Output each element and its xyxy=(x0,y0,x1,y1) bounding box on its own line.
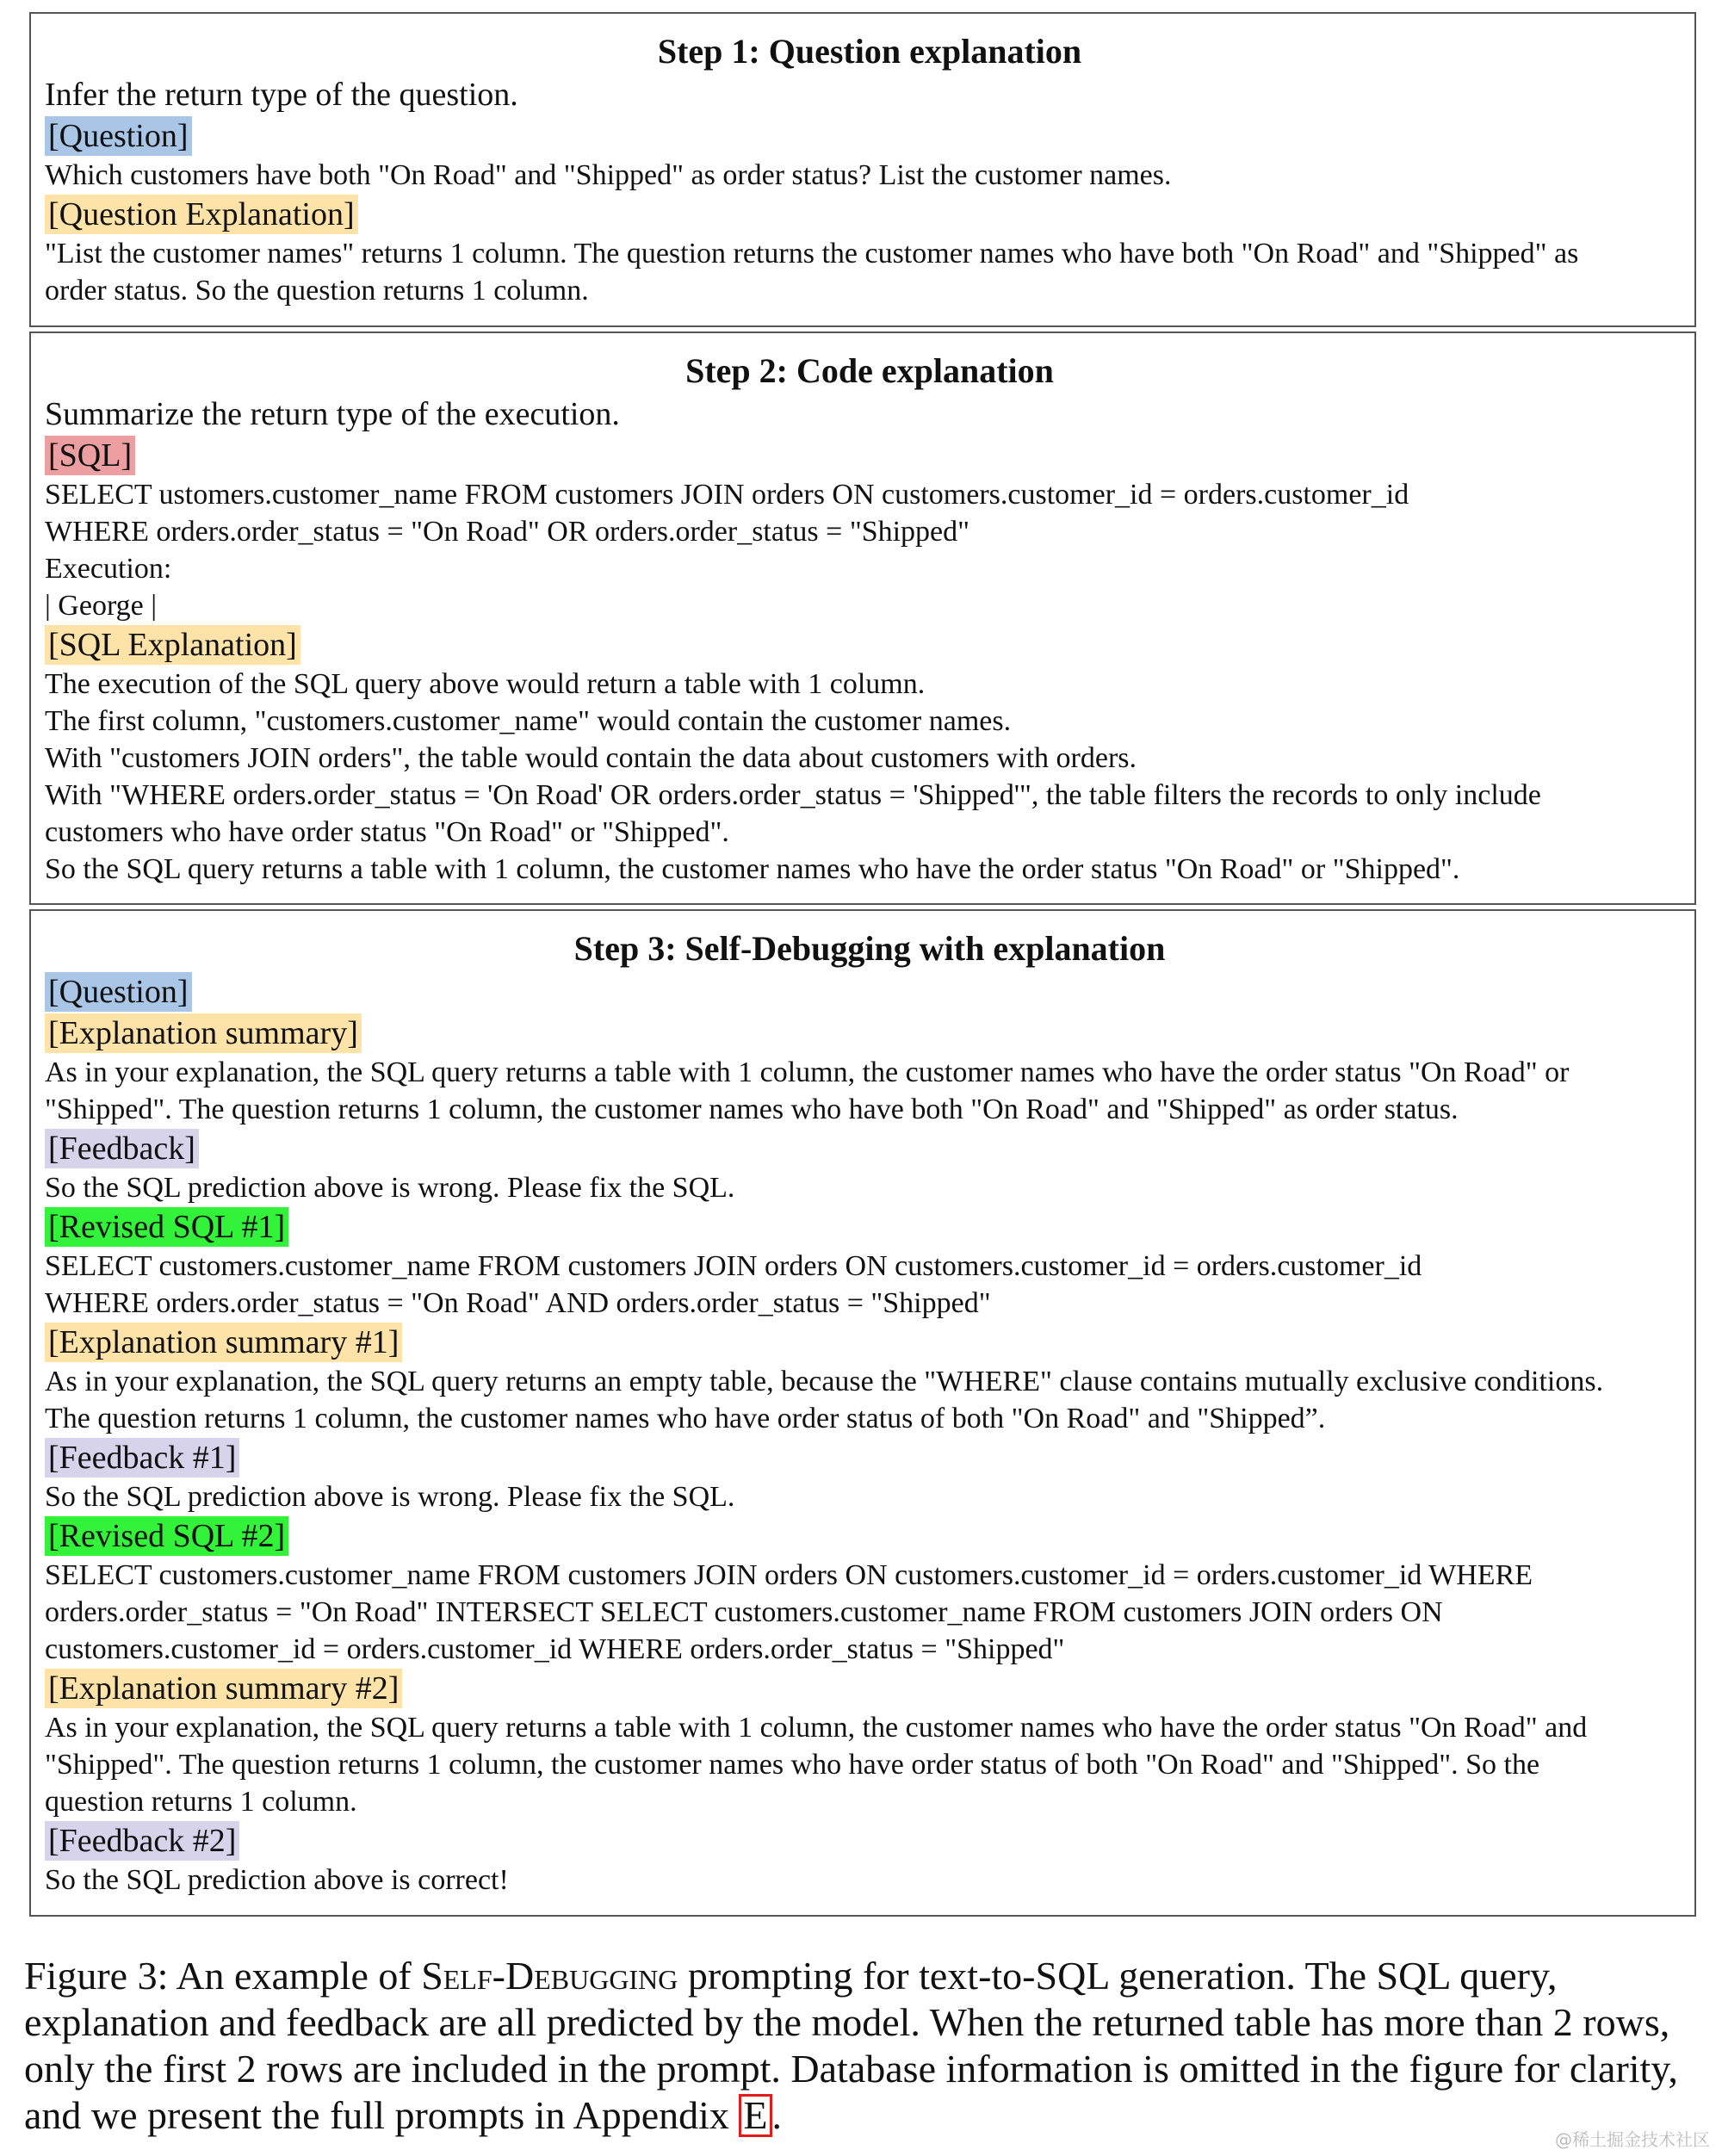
explanation-summary-2-tag: [Explanation summary #2] xyxy=(45,1669,402,1708)
caption-body: prompting for text-to-SQL generation. The SQL query, explanation and feedback are all predicted by the model. When the returned table has more than 2 rows, only the first 2 rows are included in the prompt. Database information is omitted in the figure for clarity, and we present the full prompts in Appendix xyxy=(24,1954,1678,2137)
explanation-summary-2-line: question returns 1 column. xyxy=(45,1786,357,1818)
question-explanation-line: order status. So the question returns 1 column. xyxy=(45,275,589,307)
step1-title: Step 1: Question explanation xyxy=(657,32,1082,71)
sql-line: WHERE orders.order_status = "On Road" OR orders.order_status = "Shipped" xyxy=(45,516,970,548)
feedback-2-tag: [Feedback #2] xyxy=(45,1821,239,1861)
sql-line: SELECT ustomers.customer_name FROM customers JOIN orders ON customers.customer_id = orders.customer_id xyxy=(45,479,1409,511)
sql-explanation-line: With "customers JOIN orders", the table would contain the data about customers with orders. xyxy=(45,742,1137,774)
caption-lead: Figure 3: An example of xyxy=(24,1954,422,1998)
explanation-summary-1-tag: [Explanation summary #1] xyxy=(45,1323,402,1362)
explanation-summary-line: As in your explanation, the SQL query returns a table with 1 column, the customer names who have the order status "On Road" or xyxy=(45,1056,1570,1088)
revised-sql-2-tag: [Revised SQL #2] xyxy=(45,1516,288,1556)
question-tag: [Question] xyxy=(45,972,192,1012)
step2-instruction: Summarize the return type of the execution. xyxy=(45,396,620,432)
caption-end: . xyxy=(771,2093,783,2137)
sql-explanation-line: The first column, "customers.customer_name" would contain the customer names. xyxy=(45,705,1012,737)
explanation-summary-tag: [Explanation summary] xyxy=(45,1013,362,1053)
revised-sql-2-line: customers.customer_id = orders.customer_id WHERE orders.order_status = "Shipped" xyxy=(45,1633,1065,1665)
revised-sql-2-line: SELECT customers.customer_name FROM customers JOIN orders ON customers.customer_id = orders.customer_id WHERE xyxy=(45,1559,1533,1591)
watermark: @稀土掘金技术社区 xyxy=(1555,2129,1710,2150)
sql-explanation-tag: [SQL Explanation] xyxy=(45,625,300,665)
revised-sql-1-line: WHERE orders.order_status = "On Road" AND orders.order_status = "Shipped" xyxy=(45,1287,991,1319)
figure-caption xyxy=(24,1953,1712,2139)
question-explanation-line: "List the customer names" returns 1 column. The question returns the customer names who have both "On Road" and "Shipped" as xyxy=(45,238,1579,270)
explanation-summary-2-line: As in your explanation, the SQL query returns a table with 1 column, the customer names who have the order status "On Road" and xyxy=(45,1712,1588,1744)
method-name: Self-Debugging xyxy=(421,1954,678,1998)
sql-explanation-line: So the SQL query returns a table with 1 column, the customer names who have the order status "On Road" or "Shipped". xyxy=(45,853,1460,885)
question-text: Which customers have both "On Road" and "Shipped" as order status? List the customer names. xyxy=(45,159,1172,191)
revised-sql-1-tag: [Revised SQL #1] xyxy=(45,1207,288,1247)
feedback-1-text: So the SQL prediction above is wrong. Please fix the SQL. xyxy=(45,1481,735,1513)
explanation-summary-1-line: As in your explanation, the SQL query returns an empty table, because the "WHERE" clause contains mutually exclusive conditions. xyxy=(45,1366,1604,1397)
step3-box xyxy=(29,909,1696,1917)
revised-sql-1-line: SELECT customers.customer_name FROM customers JOIN orders ON customers.customer_id = orders.customer_id xyxy=(45,1250,1422,1282)
explanation-summary-2-line: "Shipped". The question returns 1 column, the customer names who have order status of both "On Road" and "Shipped". So the xyxy=(45,1749,1540,1781)
feedback-2-text: So the SQL prediction above is correct! xyxy=(45,1864,509,1896)
execution-result: | George | xyxy=(45,590,158,622)
step2-title: Step 2: Code explanation xyxy=(685,351,1054,390)
appendix-reference-link[interactable]: E xyxy=(739,2094,771,2137)
revised-sql-2-line: orders.order_status = "On Road" INTERSECT SELECT customers.customer_name FROM customers JOIN orders ON xyxy=(45,1596,1443,1628)
sql-explanation-line: The execution of the SQL query above would return a table with 1 column. xyxy=(45,668,926,700)
execution-label: Execution: xyxy=(45,553,172,585)
explanation-summary-1-line: The question returns 1 column, the customer names who have order status of both "On Road" and "Shipped”. xyxy=(45,1403,1326,1434)
sql-explanation-line: customers who have order status "On Road" or "Shipped". xyxy=(45,816,729,848)
feedback-text: So the SQL prediction above is wrong. Please fix the SQL. xyxy=(45,1172,735,1204)
step1-instruction: Infer the return type of the question. xyxy=(45,77,518,113)
explanation-summary-line: "Shipped". The question returns 1 column, the customer names who have both "On Road" and "Shipped" as order status. xyxy=(45,1093,1459,1125)
sql-tag: [SQL] xyxy=(45,436,135,475)
sql-explanation-line: With "WHERE orders.order_status = 'On Road' OR orders.order_status = 'Shipped'", the table filters the records to only include xyxy=(45,779,1541,811)
step3-title: Step 3: Self-Debugging with explanation xyxy=(573,929,1166,968)
question-explanation-tag: [Question Explanation] xyxy=(45,195,358,234)
step2-box xyxy=(29,331,1696,905)
feedback-1-tag: [Feedback #1] xyxy=(45,1438,239,1478)
step1-box xyxy=(29,12,1696,327)
feedback-tag: [Feedback] xyxy=(45,1129,199,1168)
question-tag: [Question] xyxy=(45,116,192,156)
